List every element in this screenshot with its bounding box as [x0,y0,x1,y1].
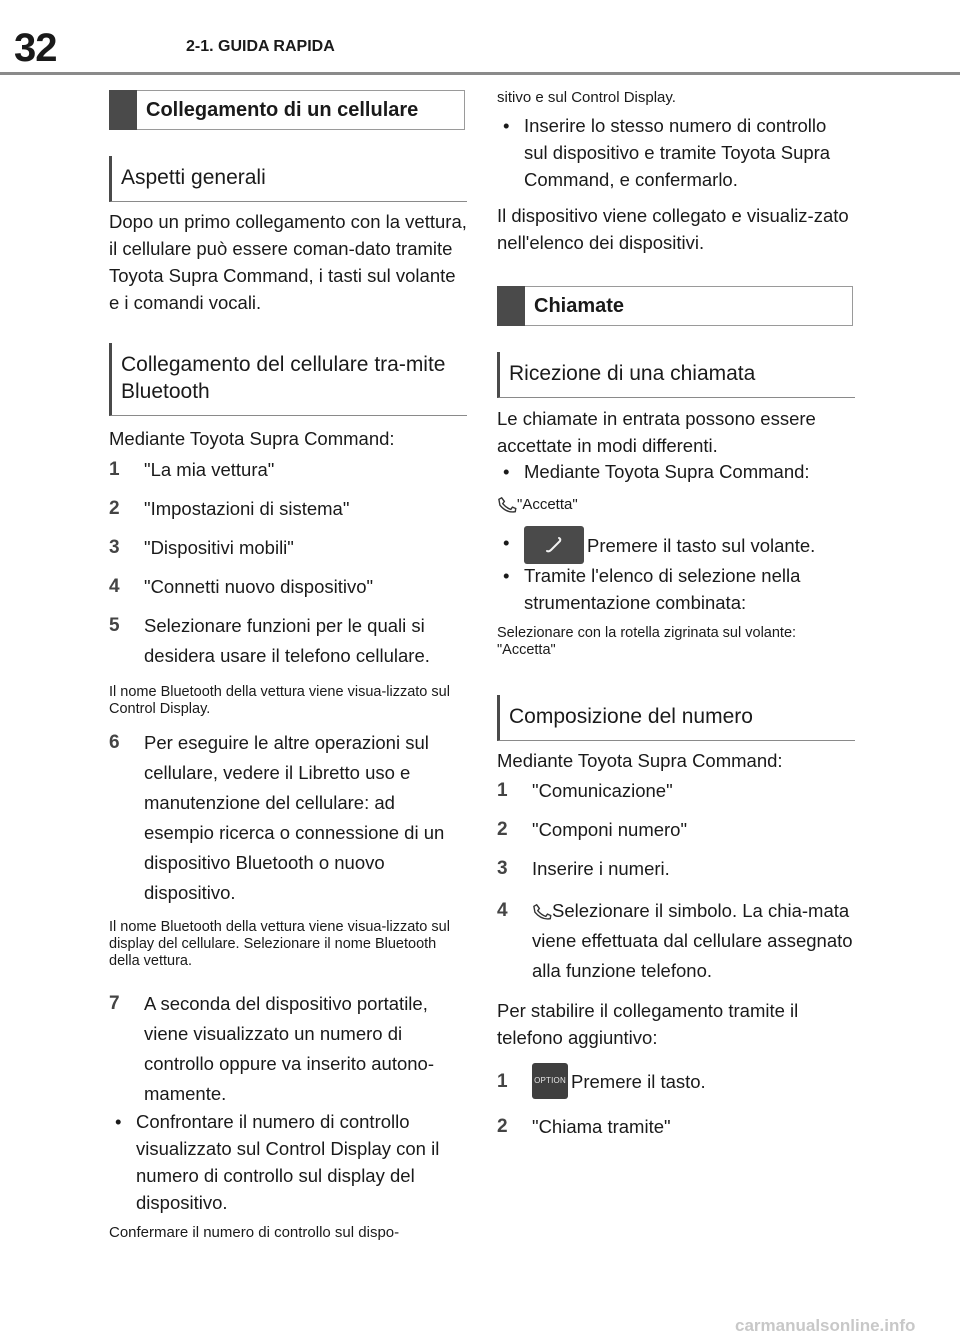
via-command-text: Mediante Toyota Supra Command: [497,750,783,771]
bullet-text: Tramite l'elenco di selezione nella strumentazione combinata: [524,565,801,613]
step-item [109,989,467,1109]
step-text: "Dispositivi mobili" [144,537,294,558]
step-item [497,1064,855,1101]
bullet-dot: • [503,461,510,482]
step-item [497,776,855,806]
step-item [497,896,855,986]
step-text: Selezionare funzioni per le quali si desidera usare il telefono cellulare. [144,615,430,666]
confirm-text: Confermare il numero di controllo sul dispo- [109,1224,400,1241]
aux-intro: Per stabilire il collegamento tramite il telefono aggiuntivo: [497,1000,799,1048]
step-text: A seconda del dispositivo portatile, viene visualizzato un numero di controllo oppure va inserito autono-mamente. [144,993,435,1104]
section-title: Chiamate [534,294,625,317]
chapter-title: 2-1. GUIDA RAPIDA [186,38,335,55]
step-number: 3 [497,858,508,879]
bullet-text: Mediante Toyota Supra Command: [524,461,810,482]
roller-note: Selezionare con la rotella zigrinata sul volante: "Accetta" [497,625,797,658]
bullet-item [497,458,855,485]
via-command-text: Mediante Toyota Supra Command: [109,428,395,449]
subheading-bluetooth: Collegamento del cellulare tra-mite Bluetooth [109,343,467,416]
incoming-paragraph: Le chiamate in entrata possono essere accettate in modi differenti. [497,408,816,456]
bullet-item [497,112,855,193]
step-4-text: Selezionare il simbolo. La chia-mata viene effettuata dal cellulare assegnato alla funzione telefono. [532,900,853,981]
accept-line [497,495,855,515]
step-item [497,1112,855,1142]
bullet-item [109,1108,467,1216]
step-number: 1 [497,780,508,801]
step-item [109,455,467,485]
step-text: "La mia vettura" [144,459,275,480]
step-text: Per eseguire le altre operazioni sul cellulare, vedere il Libretto uso e manutenzione del cellulare: ad esempio ricerca o connessione di un dispositivo Bluetooth o nuovo dispositivo. [144,732,445,903]
step-number: 4 [497,900,508,921]
bullet-wheel-text: Premere il tasto sul volante. [587,534,816,556]
phone-handset-icon [532,902,552,922]
bullet-text [524,528,855,566]
accept-label: "Accetta" [517,496,578,513]
bullet-dot: • [503,115,510,136]
section-header-collegamento [109,90,465,130]
connected-paragraph: Il dispositivo viene collegato e visualiz-zato nell'elenco dei dispositivi. [497,205,849,253]
note-text: Il nome Bluetooth della vettura viene visua-lizzato sul display del cellulare. Selezionare il nome Bluetooth della vettura. [109,919,450,969]
bullet-dot: • [115,1111,122,1132]
step-item [109,572,467,602]
step-number: 7 [109,993,120,1014]
bullet-dot: • [503,565,510,586]
bullet-dot: • [503,532,510,553]
step-text: "Componi numero" [532,819,688,840]
phone-handset-icon [497,495,517,515]
subheading-ricezione: Ricezione di una chiamata [497,352,855,398]
step-text: "Chiama tramite" [532,1116,671,1137]
bullet-text: Confrontare il numero di controllo visualizzato sul Control Display con il numero di controllo sul display del dispositivo. [136,1111,440,1213]
section-marker [109,90,137,130]
steering-phone-button-icon [524,526,584,564]
step-text: Inserire i numeri. [532,858,670,879]
step-number: 2 [497,819,508,840]
section-marker [497,286,525,326]
section-title: Collegamento di un cellulare [146,98,419,121]
step-text [532,896,855,986]
bullet-item [497,528,855,566]
confirm-text-continued: sitivo e sul Control Display. [497,89,676,106]
step-text: "Comunicazione" [532,780,673,801]
step-number: 1 [497,1071,508,1092]
step-number: 2 [497,1116,508,1137]
press-key-text: Premere il tasto. [571,1071,706,1092]
page-number: 32 [14,26,57,70]
subheading-aspetti-generali: Aspetti generali [109,156,467,202]
step-number: 4 [109,576,120,597]
bullet-text: Inserire lo stesso numero di controllo sul dispositivo e tramite Toyota Supra Command, e confermarlo. [524,115,831,190]
step-number: 1 [109,459,120,480]
step-number: 6 [109,732,120,753]
subheading-composizione: Composizione del numero [497,695,855,741]
option-button-icon: OPTION [532,1063,568,1099]
step-text [532,1064,855,1101]
step-text: "Impostazioni di sistema" [144,498,350,519]
step-item [497,854,855,884]
section-header-chiamate [497,286,853,326]
step-text: "Connetti nuovo dispositivo" [144,576,374,597]
step-number: 5 [109,615,120,636]
bullet-item [497,562,855,616]
step-number: 3 [109,537,120,558]
step-item [109,611,467,671]
step-item [109,728,467,908]
step-number: 2 [109,498,120,519]
watermark: carmanualsonline.info [735,1316,916,1335]
header-rule [0,72,960,75]
intro-paragraph: Dopo un primo collegamento con la vettura, il cellulare può essere coman-dato tramite Toyota Supra Command, i tasti sul volante e i comandi vocali. [109,211,467,313]
step-item [109,494,467,524]
note-text: Il nome Bluetooth della vettura viene visua-lizzato sul Control Display. [109,684,450,717]
step-item [497,815,855,845]
step-item [109,533,467,563]
